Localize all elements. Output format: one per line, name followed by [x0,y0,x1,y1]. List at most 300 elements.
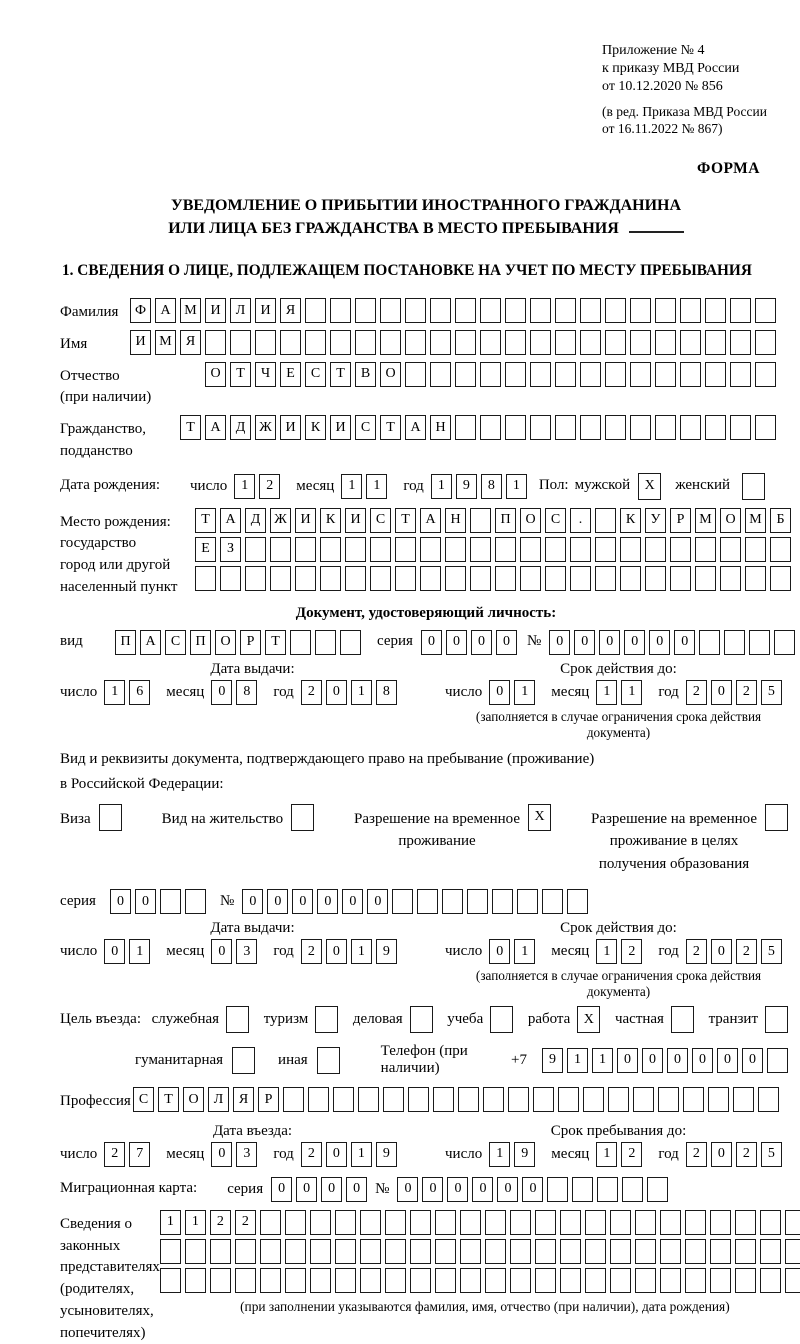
char-box[interactable] [710,1210,731,1235]
char-box[interactable] [605,362,626,387]
char-box[interactable]: Т [195,508,216,533]
char-box[interactable] [335,1268,356,1293]
digit-box[interactable]: 5 [761,1142,782,1167]
char-box[interactable]: 9 [542,1048,563,1073]
char-box[interactable]: С [305,362,326,387]
char-box[interactable]: Р [258,1087,279,1112]
char-box[interactable] [495,566,516,591]
char-box[interactable]: 1 [185,1210,206,1235]
char-box[interactable] [185,1239,206,1264]
digit-box[interactable]: 1 [129,939,150,964]
char-box[interactable] [520,537,541,562]
char-box[interactable] [305,298,326,323]
char-box[interactable] [270,537,291,562]
char-box[interactable] [660,1239,681,1264]
char-box[interactable]: 0 [446,630,467,655]
char-box[interactable] [660,1268,681,1293]
char-box[interactable] [685,1239,706,1264]
char-box[interactable] [285,1239,306,1264]
char-box[interactable]: С [165,630,186,655]
char-box[interactable] [433,1087,454,1112]
char-box[interactable] [320,566,341,591]
digit-box[interactable]: 9 [376,1142,397,1167]
char-box[interactable]: М [180,298,201,323]
char-box[interactable]: К [320,508,341,533]
digit-box[interactable]: 0 [211,680,232,705]
char-box[interactable]: О [720,508,741,533]
char-box[interactable] [430,362,451,387]
char-box[interactable] [585,1210,606,1235]
char-box[interactable]: 0 [472,1177,493,1202]
char-box[interactable]: О [215,630,236,655]
digit-box[interactable]: 8 [236,680,257,705]
char-box[interactable]: О [183,1087,204,1112]
digit-box[interactable]: 1 [514,680,535,705]
char-box[interactable]: Т [330,362,351,387]
char-box[interactable] [210,1268,231,1293]
digit-box[interactable]: 2 [301,939,322,964]
digit-box[interactable]: 1 [351,680,372,705]
char-box[interactable] [533,1087,554,1112]
char-box[interactable] [572,1177,593,1202]
char-box[interactable] [708,1087,729,1112]
char-box[interactable] [647,1177,668,1202]
char-box[interactable] [755,415,776,440]
char-box[interactable] [630,298,651,323]
char-box[interactable] [545,566,566,591]
digit-box[interactable]: 3 [236,1142,257,1167]
char-box[interactable]: 0 [549,630,570,655]
char-box[interactable]: О [205,362,226,387]
char-box[interactable] [755,330,776,355]
char-box[interactable] [705,298,726,323]
char-box[interactable] [530,362,551,387]
char-box[interactable] [730,298,751,323]
char-box[interactable] [185,889,206,914]
digit-box[interactable]: 0 [211,1142,232,1167]
char-box[interactable]: Л [230,298,251,323]
char-box[interactable]: К [305,415,326,440]
char-box[interactable]: Е [195,537,216,562]
char-box[interactable] [405,362,426,387]
char-box[interactable]: 0 [367,889,388,914]
char-box[interactable]: 2 [235,1210,256,1235]
char-box[interactable] [580,415,601,440]
char-box[interactable]: Ж [255,415,276,440]
char-box[interactable]: У [645,508,666,533]
char-box[interactable] [442,889,463,914]
char-box[interactable]: О [380,362,401,387]
char-box[interactable] [605,298,626,323]
digit-box[interactable]: 1 [596,1142,617,1167]
char-box[interactable] [583,1087,604,1112]
char-box[interactable] [355,298,376,323]
char-box[interactable] [335,1210,356,1235]
char-box[interactable]: 0 [267,889,288,914]
char-box[interactable] [505,330,526,355]
char-box[interactable]: А [405,415,426,440]
char-box[interactable] [460,1268,481,1293]
char-box[interactable] [345,566,366,591]
char-box[interactable] [685,1210,706,1235]
char-box[interactable] [260,1239,281,1264]
char-box[interactable] [445,566,466,591]
digit-box[interactable]: 0 [711,939,732,964]
digit-box[interactable]: 1 [234,474,255,499]
char-box[interactable] [774,630,795,655]
digit-box[interactable]: 0 [326,939,347,964]
char-box[interactable] [633,1087,654,1112]
char-box[interactable]: П [495,508,516,533]
char-box[interactable] [720,566,741,591]
char-box[interactable]: 0 [717,1048,738,1073]
digit-box[interactable]: 8 [481,474,502,499]
char-box[interactable] [530,415,551,440]
digit-box[interactable]: 1 [596,680,617,705]
char-box[interactable] [605,330,626,355]
char-box[interactable]: 0 [674,630,695,655]
char-box[interactable]: А [155,298,176,323]
char-box[interactable]: Т [180,415,201,440]
char-box[interactable]: 0 [271,1177,292,1202]
char-box[interactable] [560,1239,581,1264]
char-box[interactable] [620,566,641,591]
char-box[interactable] [160,1239,181,1264]
char-box[interactable] [680,362,701,387]
digit-box[interactable]: 7 [129,1142,150,1167]
char-box[interactable] [745,566,766,591]
digit-box[interactable]: 0 [711,1142,732,1167]
char-box[interactable] [210,1239,231,1264]
char-box[interactable]: А [205,415,226,440]
char-box[interactable] [547,1177,568,1202]
char-box[interactable]: Д [245,508,266,533]
char-box[interactable] [345,537,366,562]
char-box[interactable] [770,537,791,562]
char-box[interactable] [270,566,291,591]
char-box[interactable] [655,415,676,440]
digit-box[interactable]: 1 [431,474,452,499]
char-box[interactable] [508,1087,529,1112]
char-box[interactable]: С [370,508,391,533]
char-box[interactable] [555,415,576,440]
char-box[interactable] [560,1210,581,1235]
char-box[interactable] [410,1239,431,1264]
char-box[interactable]: И [130,330,151,355]
digit-box[interactable]: 2 [301,1142,322,1167]
char-box[interactable] [505,362,526,387]
char-box[interactable] [285,1268,306,1293]
char-box[interactable] [385,1239,406,1264]
purpose-transit-checkbox[interactable] [765,1006,788,1033]
char-box[interactable] [558,1087,579,1112]
char-box[interactable] [595,508,616,533]
digit-box[interactable]: 2 [104,1142,125,1167]
digit-box[interactable]: 2 [686,680,707,705]
char-box[interactable]: И [295,508,316,533]
char-box[interactable] [305,330,326,355]
char-box[interactable] [410,1210,431,1235]
char-box[interactable] [430,298,451,323]
digit-box[interactable]: 0 [326,680,347,705]
char-box[interactable] [705,415,726,440]
char-box[interactable] [405,330,426,355]
char-box[interactable] [455,415,476,440]
digit-box[interactable]: 1 [489,1142,510,1167]
char-box[interactable]: 0 [292,889,313,914]
char-box[interactable]: . [570,508,591,533]
char-box[interactable] [505,298,526,323]
char-box[interactable] [760,1268,781,1293]
purpose-business-checkbox[interactable] [410,1006,433,1033]
char-box[interactable] [760,1210,781,1235]
digit-box[interactable]: 5 [761,939,782,964]
char-box[interactable]: 0 [599,630,620,655]
char-box[interactable] [655,362,676,387]
char-box[interactable]: И [205,298,226,323]
char-box[interactable] [720,537,741,562]
purpose-private-checkbox[interactable] [671,1006,694,1033]
digit-box[interactable]: 2 [259,474,280,499]
char-box[interactable]: Ч [255,362,276,387]
digit-box[interactable]: 2 [686,1142,707,1167]
purpose-other-checkbox[interactable] [317,1047,340,1074]
digit-box[interactable]: 8 [376,680,397,705]
char-box[interactable] [610,1239,631,1264]
char-box[interactable] [570,537,591,562]
char-box[interactable] [230,330,251,355]
char-box[interactable] [360,1268,381,1293]
char-box[interactable] [320,537,341,562]
char-box[interactable] [483,1087,504,1112]
sex-female-checkbox[interactable] [742,473,765,500]
char-box[interactable] [185,1268,206,1293]
char-box[interactable] [733,1087,754,1112]
char-box[interactable] [535,1268,556,1293]
char-box[interactable] [360,1210,381,1235]
char-box[interactable]: Д [230,415,251,440]
char-box[interactable] [622,1177,643,1202]
char-box[interactable] [695,566,716,591]
char-box[interactable] [758,1087,779,1112]
sex-male-checkbox[interactable]: X [638,473,661,500]
char-box[interactable] [255,330,276,355]
char-box[interactable] [392,889,413,914]
char-box[interactable] [235,1239,256,1264]
char-box[interactable]: 0 [422,1177,443,1202]
char-box[interactable] [455,298,476,323]
char-box[interactable] [260,1268,281,1293]
char-box[interactable] [595,537,616,562]
char-box[interactable]: 0 [421,630,442,655]
char-box[interactable]: К [620,508,641,533]
char-box[interactable] [530,298,551,323]
char-box[interactable]: Я [280,298,301,323]
char-box[interactable]: Т [395,508,416,533]
char-box[interactable]: И [345,508,366,533]
char-box[interactable] [683,1087,704,1112]
digit-box[interactable]: 1 [351,1142,372,1167]
char-box[interactable] [595,566,616,591]
char-box[interactable] [370,537,391,562]
char-box[interactable] [480,415,501,440]
char-box[interactable] [455,362,476,387]
purpose-humanitarian-checkbox[interactable] [232,1047,255,1074]
digit-box[interactable]: 2 [621,1142,642,1167]
char-box[interactable] [555,330,576,355]
char-box[interactable] [710,1239,731,1264]
char-box[interactable]: С [355,415,376,440]
char-box[interactable] [280,330,301,355]
digit-box[interactable]: 1 [621,680,642,705]
digit-box[interactable]: 0 [211,939,232,964]
char-box[interactable] [597,1177,618,1202]
char-box[interactable] [385,1268,406,1293]
char-box[interactable]: М [155,330,176,355]
char-box[interactable] [580,298,601,323]
char-box[interactable] [383,1087,404,1112]
char-box[interactable] [580,330,601,355]
char-box[interactable] [358,1087,379,1112]
char-box[interactable] [285,1210,306,1235]
char-box[interactable] [467,889,488,914]
char-box[interactable] [395,537,416,562]
char-box[interactable] [620,537,641,562]
char-box[interactable] [295,566,316,591]
char-box[interactable] [705,362,726,387]
char-box[interactable]: А [140,630,161,655]
digit-box[interactable]: 3 [236,939,257,964]
purpose-tourism-checkbox[interactable] [315,1006,338,1033]
digit-box[interactable]: 1 [596,939,617,964]
char-box[interactable] [585,1239,606,1264]
char-box[interactable] [680,415,701,440]
char-box[interactable]: 0 [617,1048,638,1073]
char-box[interactable] [485,1268,506,1293]
digit-box[interactable]: 2 [301,680,322,705]
char-box[interactable]: Т [158,1087,179,1112]
char-box[interactable] [610,1268,631,1293]
char-box[interactable] [635,1268,656,1293]
digit-box[interactable]: 1 [104,680,125,705]
char-box[interactable] [735,1210,756,1235]
char-box[interactable]: И [330,415,351,440]
char-box[interactable] [460,1239,481,1264]
char-box[interactable]: 0 [574,630,595,655]
char-box[interactable] [220,566,241,591]
char-box[interactable] [445,537,466,562]
digit-box[interactable]: 2 [736,1142,757,1167]
char-box[interactable]: 0 [624,630,645,655]
char-box[interactable] [755,362,776,387]
char-box[interactable] [655,298,676,323]
char-box[interactable] [680,330,701,355]
digit-box[interactable]: 5 [761,680,782,705]
char-box[interactable] [295,537,316,562]
char-box[interactable] [405,298,426,323]
char-box[interactable] [660,1210,681,1235]
char-box[interactable]: П [115,630,136,655]
digit-box[interactable]: 0 [489,680,510,705]
char-box[interactable] [745,537,766,562]
char-box[interactable]: 0 [447,1177,468,1202]
char-box[interactable]: 1 [592,1048,613,1073]
char-box[interactable] [724,630,745,655]
char-box[interactable]: 0 [342,889,363,914]
char-box[interactable] [290,630,311,655]
char-box[interactable]: 0 [522,1177,543,1202]
char-box[interactable] [680,298,701,323]
char-box[interactable] [160,889,181,914]
char-box[interactable] [730,362,751,387]
char-box[interactable] [430,330,451,355]
char-box[interactable]: Т [230,362,251,387]
char-box[interactable] [380,330,401,355]
char-box[interactable]: 2 [210,1210,231,1235]
char-box[interactable]: Я [233,1087,254,1112]
char-box[interactable] [670,566,691,591]
char-box[interactable] [567,889,588,914]
char-box[interactable]: 0 [317,889,338,914]
char-box[interactable] [408,1087,429,1112]
char-box[interactable] [310,1210,331,1235]
char-box[interactable]: Р [240,630,261,655]
char-box[interactable]: 0 [692,1048,713,1073]
char-box[interactable] [360,1239,381,1264]
purpose-work-checkbox[interactable]: X [577,1006,600,1033]
char-box[interactable] [310,1268,331,1293]
char-box[interactable] [530,330,551,355]
char-box[interactable] [635,1239,656,1264]
char-box[interactable]: Ж [270,508,291,533]
char-box[interactable]: 0 [135,889,156,914]
char-box[interactable] [435,1268,456,1293]
char-box[interactable] [333,1087,354,1112]
char-box[interactable] [495,537,516,562]
visa-checkbox[interactable] [99,804,122,831]
char-box[interactable] [505,415,526,440]
digit-box[interactable]: 1 [366,474,387,499]
char-box[interactable]: Т [380,415,401,440]
char-box[interactable] [335,1239,356,1264]
char-box[interactable]: Е [280,362,301,387]
char-box[interactable] [767,1048,788,1073]
char-box[interactable] [395,566,416,591]
char-box[interactable] [710,1268,731,1293]
char-box[interactable]: Н [430,415,451,440]
char-box[interactable]: Т [265,630,286,655]
char-box[interactable] [160,1268,181,1293]
char-box[interactable] [545,537,566,562]
char-box[interactable] [630,415,651,440]
char-box[interactable] [480,298,501,323]
char-box[interactable]: 0 [321,1177,342,1202]
digit-box[interactable]: 1 [506,474,527,499]
char-box[interactable] [699,630,720,655]
char-box[interactable] [655,330,676,355]
char-box[interactable]: 1 [567,1048,588,1073]
char-box[interactable]: С [545,508,566,533]
char-box[interactable]: И [280,415,301,440]
char-box[interactable] [610,1210,631,1235]
char-box[interactable] [480,362,501,387]
char-box[interactable] [205,330,226,355]
char-box[interactable] [370,566,391,591]
char-box[interactable] [417,889,438,914]
char-box[interactable]: И [255,298,276,323]
char-box[interactable]: 0 [497,1177,518,1202]
char-box[interactable] [330,298,351,323]
